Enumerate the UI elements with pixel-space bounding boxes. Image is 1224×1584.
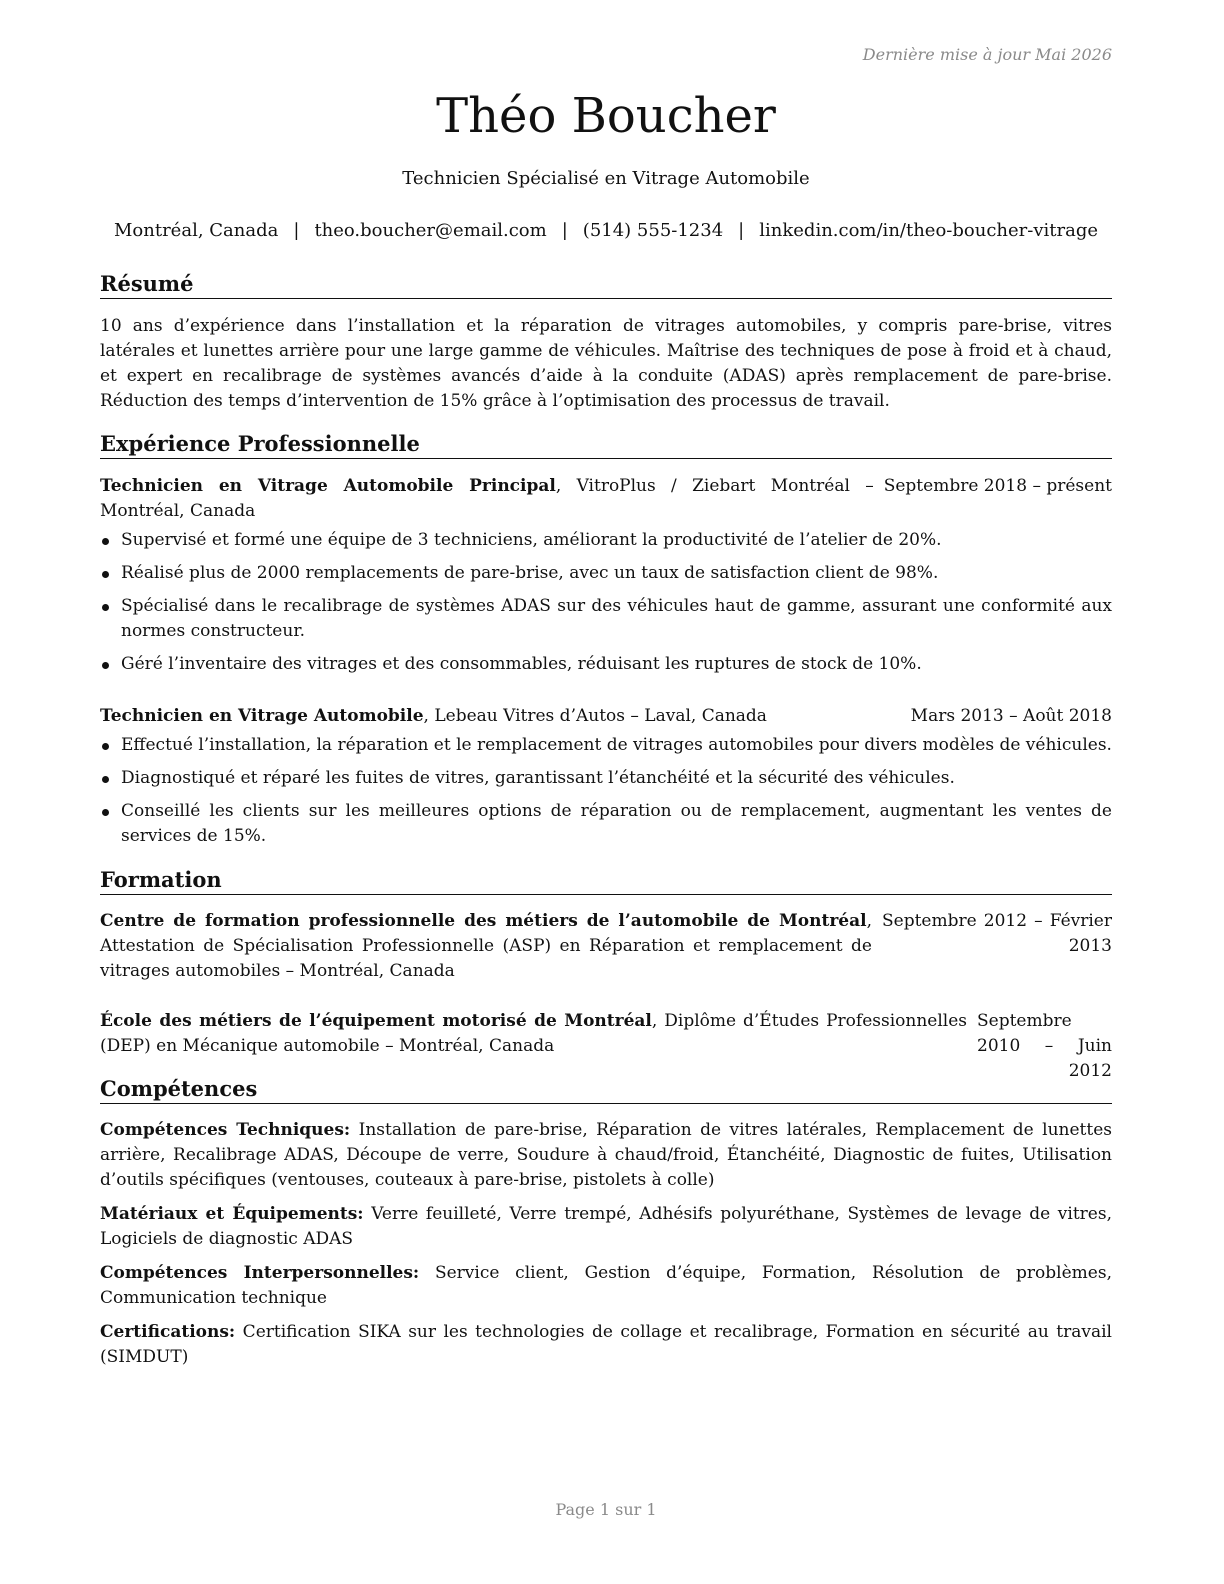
education-dates-line2: 2012	[1068, 1061, 1112, 1081]
section-title-education: Formation	[100, 866, 1112, 895]
education-heading	[100, 1009, 967, 1059]
education-detail: , Attestation de Spécialisation Professionnelle (ASP) en Réparation et remplacement de vitrages automobiles – Montréal, Canada	[100, 911, 872, 981]
education-dates-line1: Septembre 2010 – Juin	[977, 1011, 1112, 1056]
education-dates-line1: Septembre 2012 – Février	[882, 911, 1112, 931]
section-title-experience: Expérience Professionnelle	[100, 430, 1112, 459]
resume-page	[100, 0, 1112, 1584]
page-number: Page 1 sur 1	[555, 1500, 657, 1519]
section-title-skills: Compétences	[100, 1075, 1112, 1104]
skill-group	[100, 1202, 1112, 1252]
list-item: Effectué l’installation, la réparation et le remplacement de vitrages automobiles pour divers modèles de véhicules.	[100, 733, 1112, 758]
education-school: Centre de formation professionnelle des métiers de l’automobile de Montréal	[100, 911, 867, 931]
list-item: Réalisé plus de 2000 remplacements de pare-brise, avec un taux de satisfaction client de 98%.	[100, 561, 1112, 586]
skill-text: Certification SIKA sur les technologies de collage et recalibrage, Formation en sécurité au travail (SIMDUT)	[100, 1322, 1112, 1367]
education-entry	[100, 1009, 1112, 1084]
skill-text: Service client, Gestion d’équipe, Formation, Résolution de problèmes, Communication technique	[100, 1263, 1112, 1308]
skills-list	[100, 1118, 1112, 1379]
contact-email[interactable]: theo.boucher@email.com	[314, 220, 547, 241]
education-school: École des métiers de l’équipement motorisé de Montréal	[100, 1011, 652, 1031]
skill-text: Installation de pare-brise, Réparation de vitres latérales, Remplacement de lunettes arrière, Recalibrage ADAS, Découpe de verre, Soudure à chaud/froid, Étanchéité, Diagnostic de fuites, Utilisation d’outils spécifiques (ventouses, couteaux à pare-brise, pistolets à colle)	[100, 1120, 1112, 1190]
job-entry	[100, 474, 1112, 685]
list-item: Géré l’inventaire des vitrages et des consommables, réduisant les ruptures de stock de 10%.	[100, 652, 1112, 677]
education-dates-line2: 2013	[1068, 936, 1112, 956]
contact-linkedin[interactable]: linkedin.com/in/theo-boucher-vitrage	[759, 220, 1099, 241]
contact-separator: |	[293, 220, 300, 241]
job-role: Technicien en Vitrage Automobile	[100, 706, 424, 726]
contact-phone[interactable]: (514) 555-1234	[582, 220, 724, 241]
skill-label: Compétences Interpersonnelles:	[100, 1263, 420, 1283]
skill-label: Compétences Techniques:	[100, 1120, 351, 1140]
job-heading	[100, 474, 874, 524]
section-title-summary: Résumé	[100, 270, 1112, 299]
list-item: Conseillé les clients sur les meilleures options de réparation ou de remplacement, augmentant les ventes de services de 15%.	[100, 799, 1112, 849]
contact-line	[50, 218, 1162, 244]
skill-group	[100, 1261, 1112, 1311]
contact-separator: |	[738, 220, 745, 241]
education-heading	[100, 909, 872, 984]
job-bullets	[100, 528, 1112, 677]
job-dates: Mars 2013 – Août 2018	[910, 706, 1112, 726]
skill-group	[100, 1118, 1112, 1193]
skill-text: Verre feuilleté, Verre trempé, Adhésifs polyuréthane, Systèmes de levage de vitres, Logiciels de diagnostic ADAS	[100, 1204, 1112, 1249]
education-dates	[872, 909, 1112, 959]
list-item: Supervisé et formé une équipe de 3 techniciens, améliorant la productivité de l’atelier de 20%.	[100, 528, 1112, 553]
job-role: Technicien en Vitrage Automobile Principal	[100, 476, 556, 496]
education-dates	[967, 1009, 1112, 1084]
summary-text: 10 ans d’expérience dans l’installation et la réparation de vitrages automobiles, y compris pare-brise, vitres latérales et lunettes arrière pour une large gamme de véhicules. Maîtrise des techniques de pose à froid et à chaud, et expert en recalibrage de systèmes avancés d’aide à la conduite (ADAS) après remplacement de pare-brise. Réduction des temps d’intervention de 15% grâce à l’optimisation des processus de travail.	[100, 316, 1112, 411]
skill-group	[100, 1320, 1112, 1370]
job-dates: Septembre 2018 – présent	[883, 476, 1112, 496]
job-heading	[100, 704, 901, 729]
job-company: , Lebeau Vitres d’Autos – Laval, Canada	[423, 706, 767, 726]
education-entry	[100, 909, 1112, 984]
skill-label: Matériaux et Équipements:	[100, 1204, 364, 1224]
education-detail: , Diplôme d’Études Professionnelles (DEP) en Mécanique automobile – Montréal, Canada	[100, 1011, 967, 1056]
last-updated: Dernière mise à jour Mai 2026	[862, 45, 1112, 64]
list-item: Diagnostiqué et réparé les fuites de vitres, garantissant l’étanchéité et la sécurité des véhicules.	[100, 766, 1112, 791]
candidate-name: Théo Boucher	[436, 88, 776, 144]
job-title: Technicien Spécialisé en Vitrage Automobile	[402, 168, 810, 189]
contact-separator: |	[561, 220, 568, 241]
list-item: Spécialisé dans le recalibrage de systèmes ADAS sur des véhicules haut de gamme, assurant une conformité aux normes constructeur.	[100, 594, 1112, 644]
contact-location: Montréal, Canada	[113, 220, 279, 241]
skill-label: Certifications:	[100, 1322, 236, 1342]
job-company: , VitroPlus / Ziebart Montréal – Montréal, Canada	[100, 476, 874, 521]
job-entry	[100, 704, 1112, 857]
job-bullets	[100, 733, 1112, 849]
